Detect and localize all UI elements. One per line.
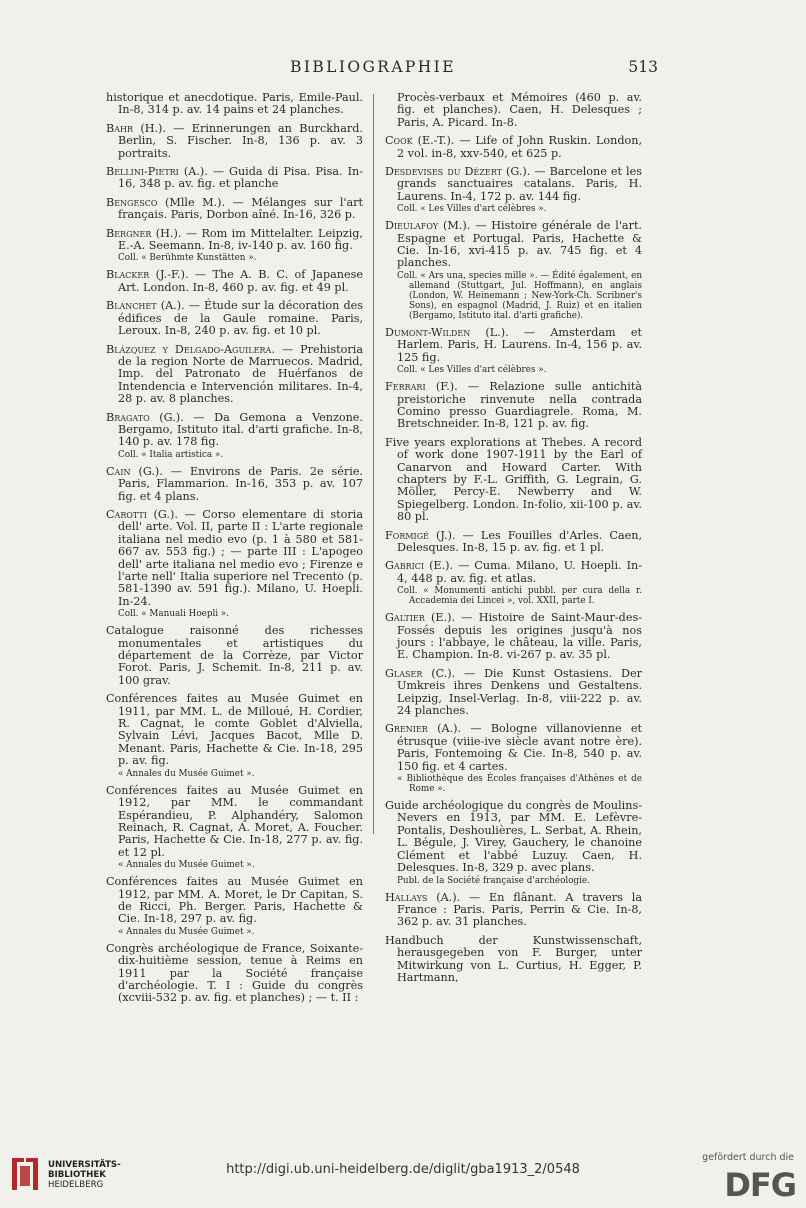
digitization-footer (0, 1148, 806, 1208)
entry-author: Blázquez y Delgado-Aguilera (106, 342, 272, 356)
entry-note: Coll. « Les Villes d'art célèbres ». (397, 365, 547, 376)
funded-by-label: gefördert durch die (702, 1152, 794, 1163)
entry-text: (E.). — Histoire de Saint-Maur-des-Fossés depuis les origines jusqu'à nos jours : l'abbaye, le château, la ville. Paris, E. Champion. In-8. vi-267 p. av. 35 pl. (397, 611, 642, 662)
entry-text: Handbuch der Kunstwissenschaft, herausgegeben von F. Burger, unter Mitwirkung von L. Curtius, H. Egger, P. Hartmann, (385, 933, 642, 984)
bibliography-entry (106, 123, 363, 160)
entry-text: Congrès archéologique de France, Soixante-dix-huitième session, tenue à Reims en 1911 par la Société française d'archéologie. T. I : Guide du congrès (xcviii-532 p. av. fig. et planches) ; — t. II : (106, 941, 363, 1005)
entry-author: Hallays (385, 890, 428, 904)
bibliography-entry (385, 166, 642, 214)
entry-text: (E.-T.). — Life of John Ruskin. London, 2 vol. in-8, xxv-540, et 625 p. (397, 134, 642, 160)
entry-text: Conférences faites au Musée Guimet en 1912, par MM. le commandant Espérandieu, P. Alphandéry, Salomon Reinach, R. Cagnat, A. Moret, A. Foucher. Paris, Hachette & Cie. In-18, 277 p. av. fig. et 12 pl. (106, 783, 363, 859)
entry-text: (A.). — En flânant. A travers la France : Paris. Paris, Perrin & Cie. In-8, 362 p. av. 31 planches. (397, 890, 642, 929)
entry-author: Cain (106, 464, 131, 478)
entry-text: (C.). — Die Kunst Ostasiens. Der Umkreis ihres Denkens und Gestaltens. Leipzig, Insel-Verlag. In-8, viii-222 p. av. 24 planches. (397, 666, 642, 718)
bibliography-entry (106, 412, 363, 460)
entry-author: Glaser (385, 666, 423, 680)
bibliography-entry (385, 560, 642, 606)
bibliography-entry (106, 943, 363, 1005)
entry-author: Dumont-Wilden (385, 325, 471, 339)
entry-author: Gabrici (385, 559, 425, 573)
bibliography-entry (106, 625, 363, 687)
bibliography-entry (385, 530, 642, 555)
entry-author: Bahr (106, 121, 133, 135)
entry-text: Conférences faites au Musée Guimet en 1912, par MM. A. Moret, le Dr Capitan, S. de Ricci, Ph. Berger. Paris, Hachette & Cie. In-18, 297 p. av. fig. (106, 875, 363, 926)
entry-author: Blacker (106, 268, 150, 282)
entry-note: Coll. « Les Villes d'art célèbres ». (397, 204, 547, 215)
bibliography-entry (385, 437, 642, 524)
entry-text: (A.). — Étude sur la décoration des édifices de la Gaule romaine. Paris, Leroux. In-8, 240 p. av. fig. et 10 pl. (118, 299, 363, 338)
entry-note: « Bibliothèque des Écoles françaises d'Athènes et de Rome ». (397, 774, 642, 795)
bibliography-entry (106, 466, 363, 503)
bibliography-entry (106, 228, 363, 264)
entry-text: (L.). — Amsterdam et Harlem. Paris, H. Laurens. In-4, 156 p. av. 125 fig. (397, 325, 642, 364)
bibliography-entry (106, 876, 363, 937)
bibliography-entry (385, 668, 642, 718)
entry-author: Bergner (106, 226, 152, 240)
entry-text: Procès-verbaux et Mémoires (460 p. av. fig. et planches). Caen, H. Delesques ; Paris, A. Picard. In-8. (397, 91, 642, 129)
bibliography-entry (385, 327, 642, 375)
entry-text: (H.). — Erinnerungen an Burckhard. Berlin, S. Fischer. In-8, 136 p. av. 3 portraits. (118, 121, 363, 160)
bibliography-entry (385, 220, 642, 321)
bibliography-entry (106, 166, 363, 191)
entry-author: Cook (385, 134, 413, 148)
entry-author: Bragato (106, 410, 150, 424)
entry-note: « Annales du Musée Guimet ». (118, 860, 255, 871)
bibliography-entry (385, 381, 642, 431)
entry-author: Carotti (106, 507, 147, 521)
bibliography-entry (385, 723, 642, 794)
entry-author: Bengesco (106, 195, 158, 209)
entry-text: (G.). — Corso elementare di storia dell' arte. Vol. II, parte II : L'arte regionale italiana nel medio evo (p. 1 à 580 et 581-667 av. 553 fig.) ; — parte III : L'apogeo dell' arte italiana nel medio evo ; Firenze e l'arte nell' Italia superiore nel Trecento (p. 581-1390 av. 591 fig.). Milano, U. Hoepli. In-24. (118, 507, 363, 608)
bibliography-entry (385, 612, 642, 662)
entry-note: Coll. « Manuali Hoepli ». (118, 609, 230, 620)
entry-author: Ferrari (385, 380, 426, 394)
library-name: UNIVERSITÄTS- BIBLIOTHEK HEIDELBERG (48, 1160, 121, 1190)
bibliography-entry (106, 197, 363, 222)
entry-text: (F.). — Relazione sulle antichità preistoriche rinvenute nella contrada Comino presso Guardiagrele. Roma, M. Bretschneider. In-8, 121 p. av. fig. (397, 380, 642, 431)
entry-text: (M.). — Histoire générale de l'art. Espagne et Portugal. Paris, Hachette & Cie. In-16, xvi-415 p. av. 745 fig. et 4 planches. (397, 219, 642, 270)
entry-text: Guide archéologique du congrès de Moulins-Nevers en 1913, par MM. E. Lefèvre-Pontalis, Deshoulières, L. Serbat, A. Rhein, L. Bégule, J. Virey, Gauchery, le chanoine Clément et l'abbé Luzuy. Caen, H. Delesques. In-8, 329 p. avec plans. (385, 799, 642, 875)
entry-text: (J.-F.). — The A. B. C. of Japanese Art. London. In-8, 460 p. av. fig. et 49 pl. (118, 268, 363, 294)
entry-text: (A.). — Guida di Pisa. Pisa. In-16, 348 p. av. fig. et planche (118, 165, 363, 191)
entry-text: Catalogue raisonné des richesses monumentales et artistiques du département de la Corrèze, par Victor Forot. Paris, J. Schemit. In-8, 211 p. av. 100 grav. (106, 624, 363, 687)
running-title: BIBLIOGRAPHIE (290, 58, 456, 76)
entry-text: (Mlle M.). — Mélanges sur l'art français. Paris, Dorbon aîné. In-16, 326 p. (118, 195, 363, 222)
entry-note: Coll. « Monumenti antichi pubbl. per cura della r. Accademia dei Lincei », vol. XXII, parte I. (397, 586, 642, 607)
entry-note: Coll. « Italia artistica ». (118, 449, 224, 460)
entry-text: (J.). — Les Fouilles d'Arles. Caen, Delesques. In-8, 15 p. av. fig. et 1 pl. (397, 528, 642, 554)
entry-author: Galtier (385, 611, 425, 625)
bibliography-entry (106, 300, 363, 337)
entry-author: Blanchet (106, 299, 157, 313)
page-header (88, 58, 658, 80)
dfg-logo: DFG (724, 1166, 796, 1204)
entry-text: Five years explorations at Thebes. A record of work done 1907-1911 by the Earl of Canarvon and Howard Carter. With chapters by F.-L. Griffith, G. Legrain, G. Möller, Percy-E. Newberry and W. Spiegelberg. London. In-folio, xii-100 p. av. 80 pl. (385, 435, 642, 524)
column-divider (373, 94, 374, 834)
bibliography-entry (385, 135, 642, 160)
entry-note: Coll. « Ars una, species mille ». — Édité également, en allemand (Stuttgart, Jul. Hoffmann), en anglais (London, W. Heinemann ; New-York-Ch. Scribner's Sons), en espagnol (Madrid, J. Ruiz) et en italien (Bergamo, Istituto ital. d'arti grafiche). (397, 270, 642, 321)
page-number: 513 (628, 58, 658, 76)
entry-text: . — Prehistoria de la region Norte de Marruecos. Madrid, Imp. del Patronato de Huérfanos de Intendencia e Intervención militares. In-4, 28 p. av. 8 planches. (118, 342, 363, 406)
entry-author: Dieulafoy (385, 219, 439, 233)
bibliography-entry (106, 269, 363, 294)
bibliography-entry (385, 935, 642, 985)
bibliography-entry (106, 92, 363, 117)
entry-author: Grenier (385, 722, 428, 736)
bibliography-entry (106, 693, 363, 778)
entry-text: (E.). — Cuma. Milano, U. Hoepli. In-4, 448 p. av. fig. et atlas. (397, 559, 642, 585)
entry-text: (H.). — Rom im Mittelalter. Leipzig, E.-A. Seemann. In-8, iv-140 p. av. 160 fig. (118, 226, 363, 253)
bibliography-entry (106, 785, 363, 870)
bibliography-entry (385, 892, 642, 929)
digital-object-url[interactable]: http://digi.ub.uni-heidelberg.de/diglit/gba1913_2/0548 (226, 1162, 580, 1177)
right-column (385, 92, 642, 990)
entry-text: (G.). — Da Gemona a Venzone. Bergamo, Istituto ital. d'arti grafiche. In-8, 140 p. av. 178 fig. (118, 410, 363, 449)
entry-note: « Annales du Musée Guimet ». (118, 926, 255, 937)
entry-text: (G.). — Barcelone et les grands sanctuaires catalans. Paris, H. Laurens. In-4, 172 p. av. 144 fig. (397, 165, 642, 203)
entry-text: Conférences faites au Musée Guimet en 1911, par MM. L. de Milloué, H. Cordier, R. Cagnat, le comte Goblet d'Alviella, Sylvain Lévi, Jacques Bacot, Mlle D. Menant. Paris, Hachette & Cie. In-18, 295 p. av. fig. (106, 692, 363, 768)
entry-text: (A.). — Bologne villanovienne et étrusque (viiie-ive siècle avant notre ère). Paris, Fontemoing & Cie. In-8, 540 p. av. 150 fig. et 4 cartes. (397, 722, 642, 773)
entry-note: « Annales du Musée Guimet ». (118, 768, 255, 779)
entry-note: Coll. « Berühmte Kunstätten ». (118, 253, 257, 264)
bibliography-entry (385, 800, 642, 885)
entry-author: Formigé (385, 528, 429, 542)
entry-author: Bellini-Pietri (106, 165, 179, 179)
bibliography-entry (106, 344, 363, 406)
entry-note: Publ. de la Société française d'archéologie. (397, 875, 590, 886)
entry-text: (G.). — Environs de Paris. 2e série. Paris, Flammarion. In-16, 353 p. av. 107 fig. et 4 plans. (118, 464, 363, 503)
entry-text: historique et anecdotique. Paris, Emile-Paul. In-8, 314 p. av. 14 pains et 24 planches. (106, 91, 363, 117)
bibliography-entry (385, 92, 642, 129)
left-column (106, 92, 363, 1011)
entry-author: Desdevises du Dézert (385, 165, 502, 179)
bibliography-entry (106, 509, 363, 619)
